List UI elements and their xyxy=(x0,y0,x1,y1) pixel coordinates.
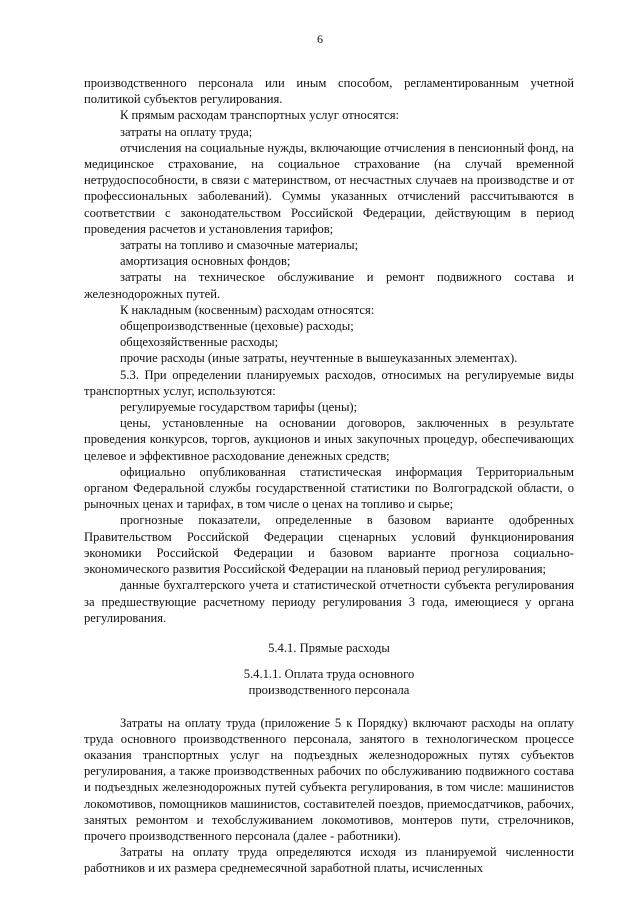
paragraph: 5.3. При определении планируемых расходов, относимых на регулируемые виды транспортных услуг, используются: xyxy=(84,367,574,398)
page-number: 6 xyxy=(317,32,323,46)
section-heading-line: 5.4.1.1. Оплата труда основного xyxy=(243,667,415,682)
paragraph: Затраты на оплату труда (приложение 5 к Порядку) включают расходы на оплату труда основного производственного персонала, занятого в технологическом процессе оказания транспортных услуг на подъездных железнодорожных путях субъектов регулирования, а также производственных рабочих по обслуживанию подвижного состава и подъездных железнодорожных путей субъекта регулирования, в том числе: машинистов локомотивов, помощников машинистов, составителей поездов, приемосдатчиков, рабочих, занятых ремонтом и техобслуживанием локомотивов, монтеров пути, стрелочников, прочего производственного персонала (далее - работники). xyxy=(84,715,574,843)
paragraph: затраты на оплату труда; xyxy=(120,124,253,139)
paragraph: затраты на техническое обслуживание и ремонт подвижного состава и железнодорожных путей. xyxy=(84,270,574,301)
section-heading-line: 5.4.1. Прямые расходы xyxy=(268,640,390,655)
paragraph: регулируемые государством тарифы (цены); xyxy=(120,400,358,415)
paragraph: К накладным (косвенным) расходам относятся: xyxy=(120,302,375,317)
section-heading xyxy=(84,666,574,698)
paragraph: общехозяйственные расходы; xyxy=(120,335,279,350)
paragraph: данные бухгалтерского учета и статистической отчетности субъекта регулирования за предшествующие расчетному периоду регулирования 3 года, имеющиеся у органа регулирования. xyxy=(84,578,574,625)
paragraph: прогнозные показатели, определенные в базовом варианте одобренных Правительством Российской Федерации сценарных условий функционирования экономики Российской Федерации и базовом варианте прогноза социально-экономического развития Российской Федерации на плановый период регулирования; xyxy=(84,513,574,577)
paragraph: К прямым расходам транспортных услуг относятся: xyxy=(120,108,399,123)
paragraph: амортизация основных фондов; xyxy=(120,254,291,269)
paragraph: отчисления на социальные нужды, включающие отчисления в пенсионный фонд, на медицинское страхование, на социальное страхование (на случай временной нетрудоспособности, в связи с материнством, от несчастных случаев на производстве и от профессиональных заболеваний). Суммы указанных отчислений рассчитываются в соответствии с законодательством Российской Федерации, действующим в период проведения расчетов и установления тарифов; xyxy=(84,140,574,236)
section-spacer xyxy=(84,656,574,666)
paragraph: Затраты на оплату труда определяются исходя из планируемой численности работников и их размера среднемесячной заработной платы, исчисленных xyxy=(84,845,574,876)
paragraph: цены, установленные на основании договоров, заключенных в результате проведения конкурсов, торгов, аукционов и иных закупочных процедур, обеспечивающих целевое и эффективное расходование денежных средств; xyxy=(84,416,574,463)
section-heading xyxy=(84,640,574,656)
paragraph: официально опубликованная статистическая информация Территориальным органом Федеральной службы государственной статистики по Волгоградской области, о рыночных ценах и тарифах, в том числе о ценах на топливо и сырье; xyxy=(84,464,574,512)
section-spacer xyxy=(84,699,574,715)
paragraph: общепроизводственные (цеховые) расходы; xyxy=(120,319,354,334)
paragraph: производственного персонала или иным способом, регламентированным учетной политикой субъектов регулирования. xyxy=(84,76,574,107)
paragraph: прочие расходы (иные затраты, неучтенные в вышеуказанных элементах). xyxy=(120,351,518,366)
paragraph: затраты на топливо и смазочные материалы; xyxy=(120,238,359,253)
section-heading-line: производственного персонала xyxy=(248,683,410,698)
document-body xyxy=(84,75,574,877)
section-spacer xyxy=(84,626,574,640)
